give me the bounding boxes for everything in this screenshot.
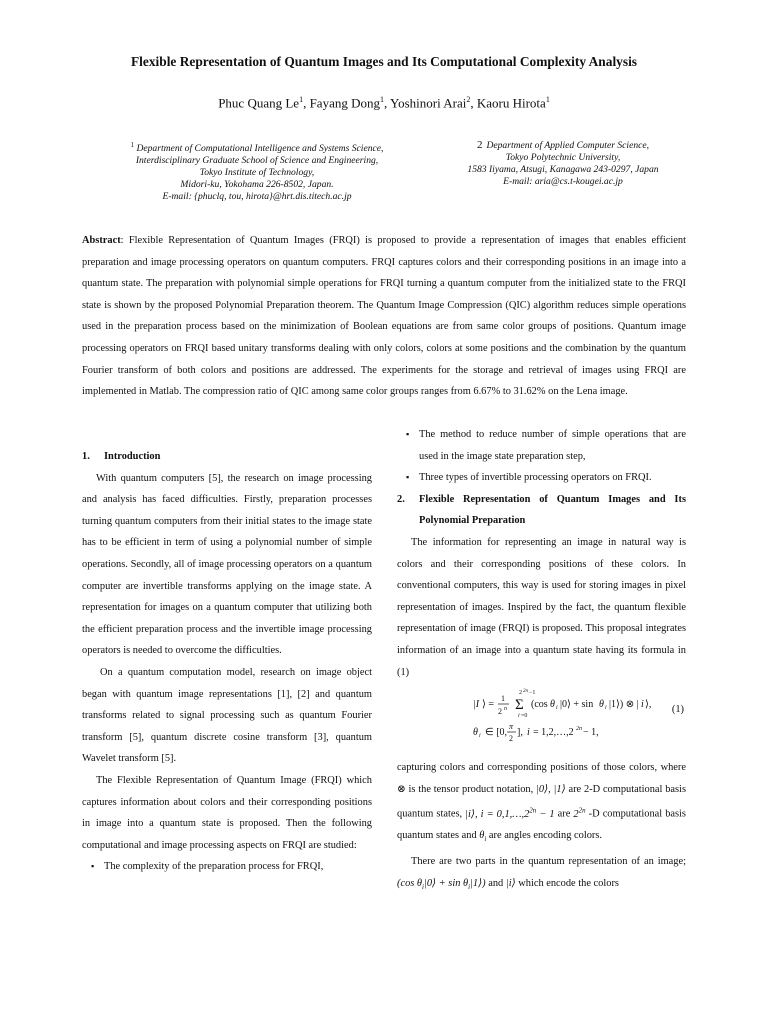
author-name: Kaoru Hirota [476,95,546,111]
section-2-paragraph-2 [397,757,686,851]
svg-text:i: i [518,713,520,720]
abstract-text: : Flexible Representation of Quantum Images (FRQI) is proposed to provide a representation of images that enables efficient preparation and image processing operators on quantum computers. FRQI captures colors and their corresponding positions in an image into a quantum state. The preparation with polynomial simple operations for FRQI turning a quantum computer from the initialized state to the FRQI state is shown by the proposed Polynomial Preparation theorem. The Quantum Image Compression (QIC) algorithm reduces simple operations used in the preparation process based on the minimization of Boolean equations are from same color groups of positions. Quantum image processing operators on FRQI based unitary transforms dealing with only colors, colors at some positions and the combination by the quantum Fourier transform of both colors and positions are addressed. The experiments for the storage and retrieval of images using FRQI are implemented in Matlab. The compression ratio of QIC among same color groups ranges from 6.67% to 31.62% on the Lena image. [82,235,686,398]
bullet-marker: ▪ [406,429,410,439]
theta-symbol: $\theta_i$ [479,830,487,844]
author-name: Yoshinori Arai [390,95,467,111]
position-state-symbol: |i⟩ [505,877,516,889]
svg-text:i: i [556,705,558,712]
svg-text:2: 2 [498,707,502,717]
affiliation-1-line-3: Midori-ku, Yokohama 226-8502, Japan. [180,178,334,190]
svg-text:⟩ =: ⟩ = [482,699,495,711]
svg-text:],: ], [517,727,523,739]
svg-text:⟩,: ⟩, [645,699,652,711]
svg-text:2n: 2n [576,726,582,733]
author-name: Phuc Quang Le [218,95,300,111]
svg-text:|I: |I [473,699,480,711]
author-affiliation-sup: 1 [545,95,550,104]
svg-text:i: i [479,733,481,740]
svg-text:θ: θ [550,699,555,711]
equation-1-formula [397,683,686,747]
equation-1 [397,683,686,747]
author-affiliation-sup: 1 [299,95,304,104]
svg-text:θ: θ [599,699,604,711]
affiliation-1-line-2: Tokyo Institute of Technology, [199,167,315,178]
bullet-item-3-text: Three types of invertible processing operators on FRQI. [419,472,652,484]
bullet-marker: ▪ [406,472,410,483]
svg-text:(cos: (cos [531,699,548,711]
intro-paragraph-2: On a quantum computation model, research on image object began with quantum image representations [1], [2] and quantum transforms related to signal processing such as quantum Fourier transform [5], quantum discrete cosine transform [3], quantum Wavelet transform [5]. [82,666,372,765]
svg-text:i: i [641,699,644,711]
abstract-label: Abstract [82,235,121,246]
section-2-heading [397,489,686,532]
svg-text:π: π [509,722,514,732]
author-separator: , [303,95,310,111]
para3-text-b: and [485,877,506,889]
author-affiliation-sup: 2 [466,95,471,104]
affiliation-1-line [82,140,432,155]
affiliation-2-line [436,140,690,152]
affiliation-2-line-2: 1583 Iiyama, Atsugi, Kanagawa 243-0297, Japan [467,163,659,175]
affiliation-1-sup: 1 [130,141,135,149]
equation-1-number: (1) [671,704,684,716]
para2-text-c: are 2-D computational basis quantum states, [397,783,686,820]
paper-title: Flexible Representation of Quantum Images and Its Computational Complexity Analysis [130,54,638,69]
svg-text:∈ [0,: ∈ [0, [485,727,508,739]
para2-text-f: are angles encoding colors. [486,830,603,842]
svg-text:i: i [527,727,530,739]
affiliation-1-line-0: Department of Computational Intelligence and Systems Science, [136,143,384,155]
bullet-item-3 [397,467,686,489]
para3-text-a: There are two parts in the quantum representation of an image; [411,856,686,868]
svg-text:−1: −1 [529,690,536,697]
svg-text:=0: =0 [521,713,528,720]
affiliation-1 [82,140,432,203]
svg-text:2: 2 [509,734,513,744]
para3-text-c: which encode the colors [515,877,619,889]
author-separator: , [470,95,477,111]
section-1-title: Introduction [104,451,161,462]
svg-text:Σ: Σ [515,697,524,714]
section-1-number: 1. [82,451,90,462]
author-affiliation-sup: 1 [379,95,384,104]
svg-text:i: i [605,705,607,712]
para2-text-a: capturing colors and corresponding positions of those colors, where [397,762,686,774]
section-2-paragraph-1: The information for representing an image in natural way is colors and their corresponding positions of these colors. In conventional computers, this way is used for storing images in pixel representation of images. Inspired by the fact, the quantum flexible representation of image (FRQI) is proposed. This proposal integrates information of an image into a quantum state having its formula in (1) [397,536,686,678]
svg-text:2n: 2n [523,689,528,695]
affiliation-1-line-1: Interdisciplinary Graduate School of Science and Engineering, [135,155,379,167]
author-name: Fayang Dong [309,95,380,111]
section-2-title: Flexible Representation of Quantum Images and Its Polynomial Preparation [419,493,686,527]
section-1-heading [82,446,372,468]
color-state-symbol: (cos $\theta_i|0⟩ + \sin$ $\theta_i|1⟩$) [397,877,486,891]
svg-text:= 1,2,…,2: = 1,2,…,2 [533,727,574,739]
abstract [82,230,686,403]
intro-paragraph-1: With quantum computers [5], the research on image processing and analysis has faced difficulties. Firstly, preparation processes turning quantum computers from their initial states to the image state has to be efficient in term of using a polynomial number of simple operations. Secondly, all of image processing operators on a quantum computer are invertible transforms applying on the image state. A representation for images on a quantum computer that utilizing both the efficient preparation process and the invertible image processing operators is needed to overcome the difficulties. [82,472,372,657]
affiliation-2-line-3: E-mail: aria@cs.t-kougei.ac.jp [503,175,623,187]
bullet-item-1-text: The complexity of the preparation process for FRQI, [104,861,324,873]
author-list [0,95,768,111]
bullet-item-1 [82,856,372,878]
svg-text:n: n [504,706,507,713]
affiliation-2-line-1: Tokyo Polytechnic University, [505,151,621,163]
para2-text-e: -D computational basis quantum states and [397,808,686,842]
bullet-marker: ▪ [91,861,95,872]
tensor-product-symbol: ⊗ [397,783,406,795]
left-column [82,446,372,878]
basis-states-symbol: |0⟩, |1⟩ [536,783,566,795]
svg-text:|0⟩ + sin: |0⟩ + sin [560,699,594,711]
svg-text:1: 1 [501,694,505,704]
para2-text-b: is the tensor product notation, [405,783,537,795]
author-separator: , [383,95,391,111]
right-column [397,424,686,898]
affiliation-2 [436,140,690,188]
affiliation-1-line-4: E-mail: {phuclq, tou, hirota}@hrt.dis.titech.ac.jp [162,190,352,202]
bullet-item-2 [397,424,686,467]
affiliation-2-sup: 2 [476,139,483,151]
svg-text:|1⟩) ⊗ |: |1⟩) ⊗ | [609,699,639,711]
section-2-paragraph-3 [397,851,686,898]
svg-text:2: 2 [519,690,522,697]
position-states-symbol: |i⟩, $i = 0,1,\dots,2^{2n} - 1$ [465,806,555,820]
bullet-item-2-text: The method to reduce number of simple operations that are used in the image state preparation step, [419,429,686,462]
dimension-symbol: $2^{2n}$ [573,806,586,820]
para2-text-d: are [554,808,574,820]
svg-text:θ: θ [473,727,478,739]
svg-text:− 1,: − 1, [583,727,599,739]
section-2-number: 2. [397,493,405,505]
affiliation-2-line-0: Department of Applied Computer Science, [486,140,650,151]
intro-paragraph-3: The Flexible Representation of Quantum Image (FRQI) which captures information about colors and their corresponding positions in image into a quantum state is proposed. Then the following computational and image processing aspects on FRQI are studied: [82,774,372,851]
